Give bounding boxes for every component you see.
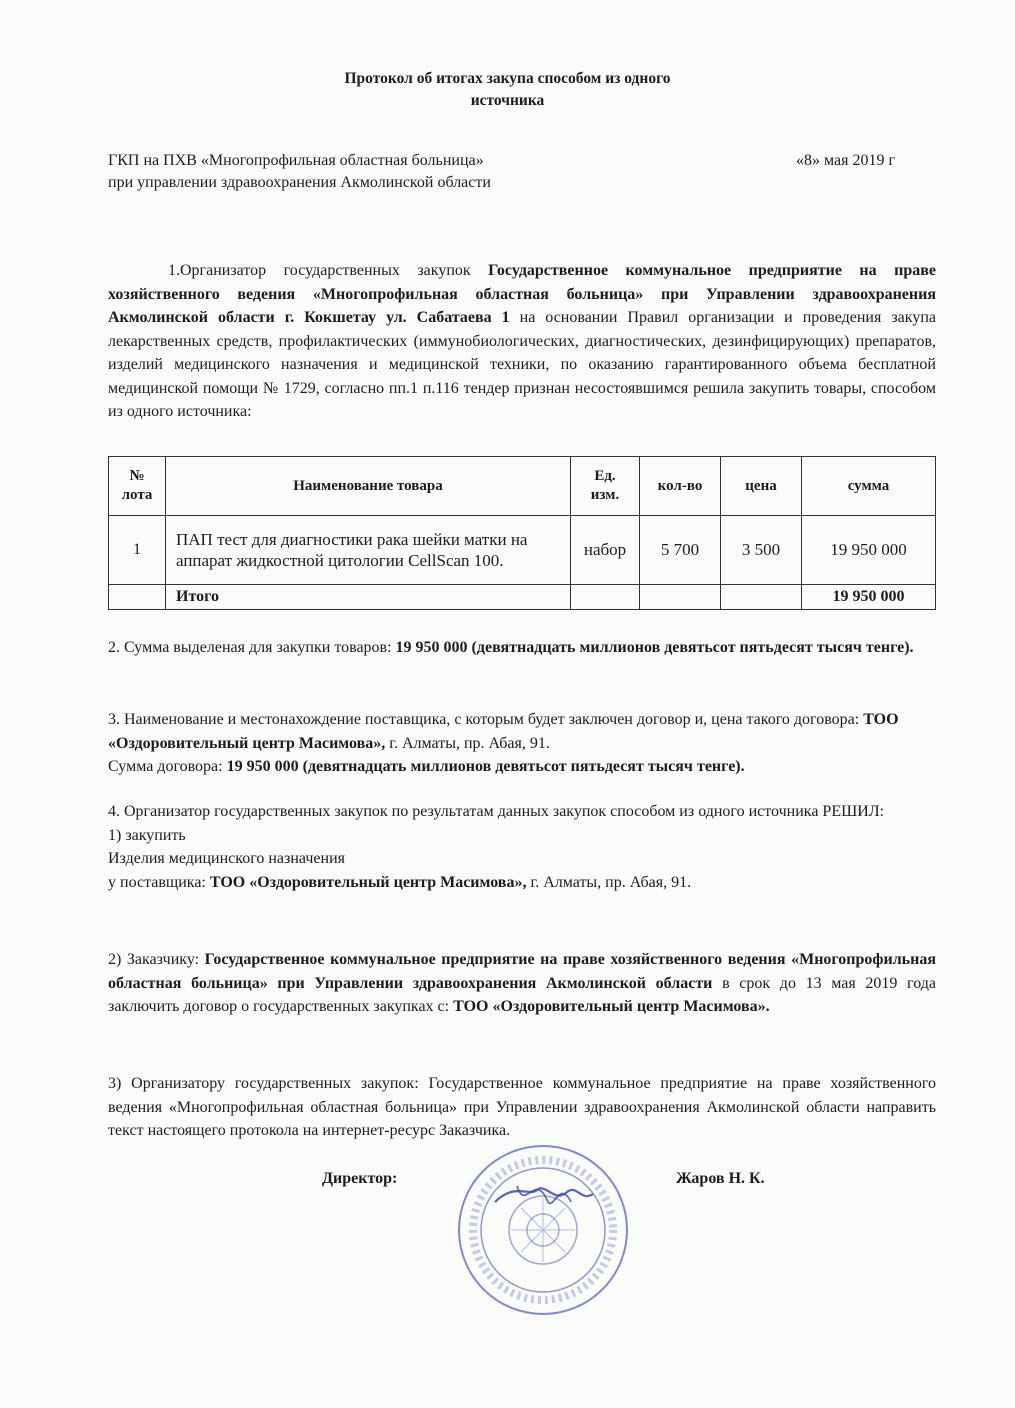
signature-role: Директор: <box>322 1170 398 1187</box>
organization-header <box>108 150 491 194</box>
official-seal-stamp <box>455 1142 631 1318</box>
cell-price: 3 500 <box>721 516 802 585</box>
paragraph-publication: 3) Организатору государственных закупок: Государственное коммунальное предприятие на праве хозяйственного ведения «Многопрофильная областная больница» при Управлении здравоохранения Акмолинской области направить текст настоящего протокола на интернет-ресурс Заказчика. <box>108 1075 936 1139</box>
document-date: «8» мая 2019 г <box>796 152 896 169</box>
paragraph-decision: 4. Организатор государственных закупок по результатам данных закупок способом из одного источника РЕШИЛ: 1) закупить Изделия медицинского назначения у поставщика: ТОО «Оздоровительный центр Масимова», г. Алматы, пр. Абая, 91. <box>108 803 885 891</box>
p1-text-a: 1.Организатор государственных закупок <box>168 262 489 279</box>
decision-supplier: ТОО «Оздоровительный центр Масимова», <box>209 873 527 891</box>
col-name-header: Наименование товара <box>166 457 571 516</box>
table-header-row <box>109 457 936 516</box>
table-row <box>109 516 936 585</box>
total-label: Итого <box>166 585 571 610</box>
cell-qty: 5 700 <box>640 516 721 585</box>
col-unit-header: Ед. изм. <box>571 457 640 516</box>
total-sum: 19 950 000 <box>802 585 936 610</box>
p1-text-c: на основании Правил организации и проведения закупа лекарственных средств, профилактических (иммунобиологических, диагностических, дезинфицирующих) препаратов, изделий медицинского назначения и медицинской техники, по оказанию гарантированного объема бесплатной медицинской помощи № 1729, согласно пп.1 п.116 тендер признан несостоявшимся решила закупить товары, способом из одного источника: <box>108 309 936 420</box>
col-qty-header: кол-во <box>640 457 721 516</box>
supplier-name: ТОО «Оздоровительный центр Масимова», <box>108 711 899 752</box>
paragraph-supplier: 3. Наименование и местонахождение поставщика, с которым будет заключен договор и, цена такого договора: ТОО «Оздоровительный центр Масимова», г. Алматы, пр. Абая, 91. Сумма договора: 19 950 000 (девятнадцать миллионов девятьсот пятьдесят тысяч тенге). <box>108 711 899 775</box>
table-total-row <box>109 585 936 610</box>
col-sum-header: сумма <box>802 457 936 516</box>
paragraph-amount: 2. Сумма выделеная для закупки товаров: 19 950 000 (девятнадцать миллионов девятьсот пятьдесят тысяч тенге). <box>108 639 914 656</box>
cell-lot: 1 <box>109 516 166 585</box>
org-line-1: ГКП на ПХВ «Многопрофильная областная больница» <box>108 152 484 169</box>
paragraph-customer: 2) Заказчику: Государственное коммунальное предприятие на праве хозяйственного ведения «Многопрофильная областная больница» при Управлении здравоохранения Акмолинской области в срок до 13 мая 2019 года заключить договор о государственных закупках с: ТОО «Оздоровительный центр Масимова». <box>108 951 937 1015</box>
contract-sum: 19 950 000 (девятнадцать миллионов девятьсот пятьдесят тысяч тенге). <box>226 758 745 775</box>
document-title <box>0 68 1015 112</box>
cell-unit: набор <box>571 516 640 585</box>
cell-sum: 19 950 000 <box>802 516 936 585</box>
amount-value: 19 950 000 (девятнадцать миллионов девятьсот пятьдесят тысяч тенге). <box>395 639 914 656</box>
col-lot-header: № лота <box>109 457 166 516</box>
goods-table <box>108 456 936 610</box>
signature-name: Жаров Н. К. <box>676 1170 765 1187</box>
title-line-1: Протокол об итогах закупа способом из одного <box>344 70 671 87</box>
cell-name: ПАП тест для диагностики рака шейки матки на аппарат жидкостной цитологии CellScan 100. <box>166 516 571 585</box>
col-price-header: цена <box>721 457 802 516</box>
org-line-2: при управлении здравоохранения Акмолинской области <box>108 174 491 191</box>
p1-organizer-name: Государственное коммунальное предприятие на праве хозяйственного ведения «Многопрофильная областная больница» при Управлении здравоохранения Акмолинской области г. Кокшетау ул. Сабатаева 1 <box>108 262 937 326</box>
title-line-2: источника <box>470 92 545 109</box>
paragraph-organizer <box>108 259 936 424</box>
